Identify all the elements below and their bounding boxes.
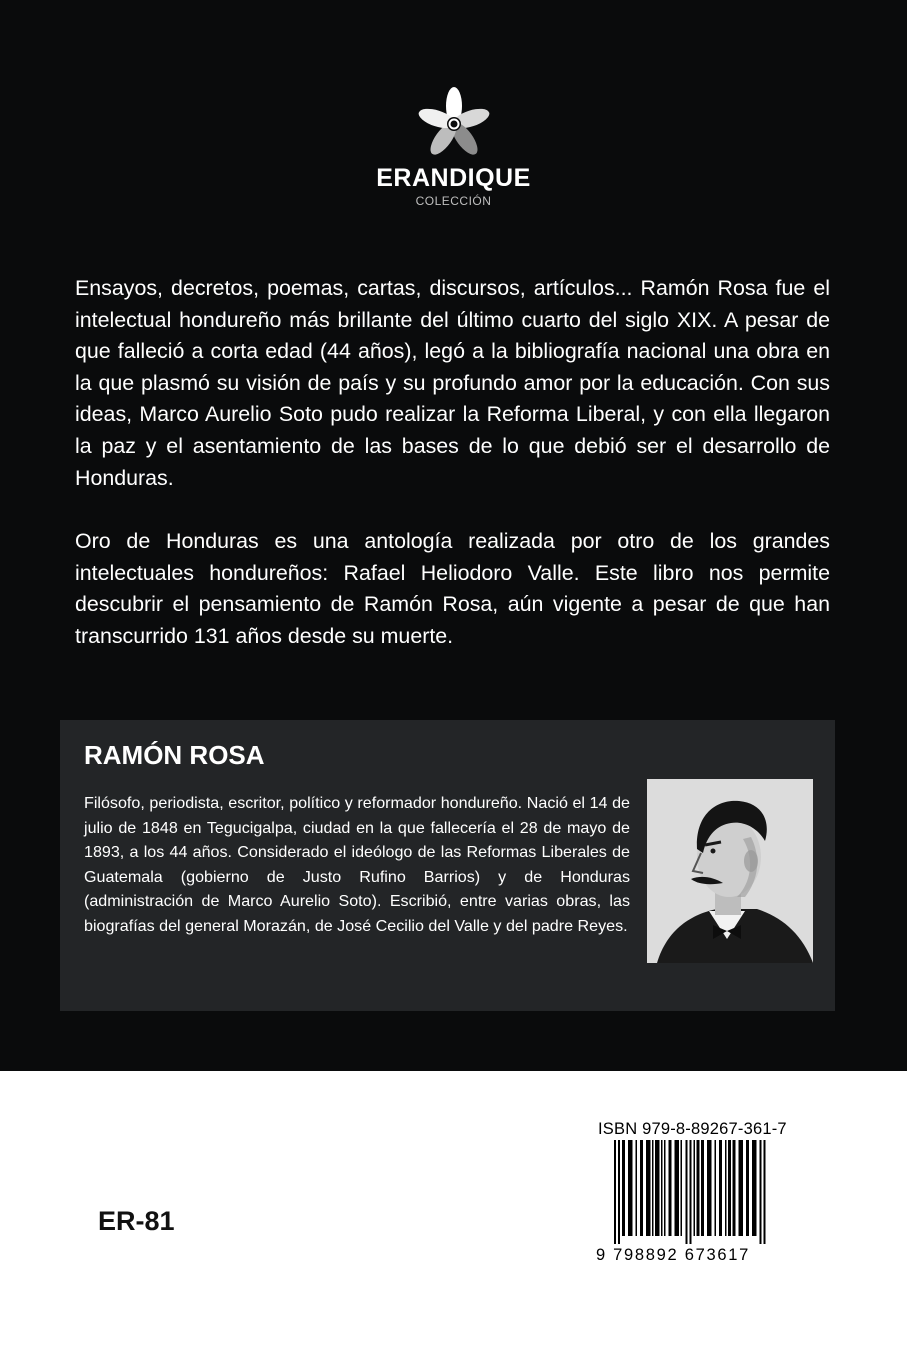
barcode-bar <box>669 1140 672 1236</box>
author-portrait <box>647 779 813 963</box>
barcode-bar <box>686 1140 688 1244</box>
barcode-bar <box>752 1140 757 1236</box>
barcode-bar <box>701 1140 704 1236</box>
barcode-bar <box>655 1140 660 1236</box>
barcode-bar <box>728 1140 731 1236</box>
flower-icon <box>416 86 492 162</box>
barcode-bar <box>715 1140 717 1236</box>
publisher-logo <box>0 86 907 208</box>
isbn-barcode <box>612 1140 808 1244</box>
barcode-bar <box>622 1140 625 1236</box>
barcode-bar <box>739 1140 744 1236</box>
barcode-bar <box>681 1140 683 1236</box>
barcode-bar <box>760 1140 762 1244</box>
barcode-bar <box>628 1140 633 1236</box>
barcode-bar <box>640 1140 643 1236</box>
barcode-bar <box>664 1140 666 1236</box>
description-paragraph-2: Oro de Honduras es una antología realizada por otro de los grandes intelectuales hondureños: Rafael Heliodoro Valle. Este libro nos permite descubrir el pensamiento de Ramón Rosa, aún vigente a pesar de que han transcurrido 131 años desde su muerte. <box>75 529 830 648</box>
author-bio: Filósofo, periodista, escritor, político y reformador hondureño. Nació el 14 de julio de 1848 en Tegucigalpa, ciudad en la que fallecería el 28 de mayo de 1893, a los 44 años. Considerado el ideólogo de las Reformas Liberales de Guatemala (gobierno de Justo Rufino Barrios) y de Honduras (administración de Marco Aurelio Soto). Escribió, entre varias obras, las biografías del general Morazán, de José Cecilio del Valle y del padre Reyes. <box>84 794 630 935</box>
brand-name: ERANDIQUE <box>376 164 531 192</box>
barcode-bar <box>618 1140 620 1244</box>
author-name: RAMÓN ROSA <box>84 740 265 770</box>
barcode-bar <box>707 1140 712 1236</box>
barcode-bar <box>697 1140 700 1236</box>
barcode-bar <box>614 1140 616 1244</box>
barcode-bar <box>690 1140 692 1244</box>
isbn-label: ISBN 979-8-89267-361-7 <box>598 1120 787 1138</box>
barcode-digits: 9 798892 673617 <box>596 1246 750 1264</box>
barcode-bar <box>661 1140 663 1236</box>
barcode-bar <box>675 1140 680 1236</box>
description-paragraph-1: Ensayos, decretos, poemas, cartas, discursos, artículos... Ramón Rosa fue el intelectual hondureño más brillante del último cuarto del siglo XIX. A pesar de que falleció a corta edad (44 años), legó a la bibliografía nacional una obra en la que plasmó su visión de país y su profundo amor por la educación. Con sus ideas, Marco Aurelio Soto pudo realizar la Reforma Liberal, y con ella llegaron la paz y el asentamiento de las bases de lo que debió ser el desarrollo de Honduras. <box>75 276 830 490</box>
series-code: ER-81 <box>98 1206 175 1236</box>
barcode-bar <box>719 1140 722 1236</box>
barcode-bar <box>746 1140 749 1236</box>
barcode-bar <box>733 1140 736 1236</box>
barcode-bar <box>636 1140 638 1236</box>
barcode-bar <box>652 1140 654 1236</box>
author-panel <box>60 720 835 1011</box>
brand-subtitle: COLECCIÓN <box>415 194 492 208</box>
barcode-bar <box>646 1140 651 1236</box>
barcode-bar <box>694 1140 696 1236</box>
barcode-bar <box>725 1140 727 1236</box>
barcode-bar <box>764 1140 766 1244</box>
